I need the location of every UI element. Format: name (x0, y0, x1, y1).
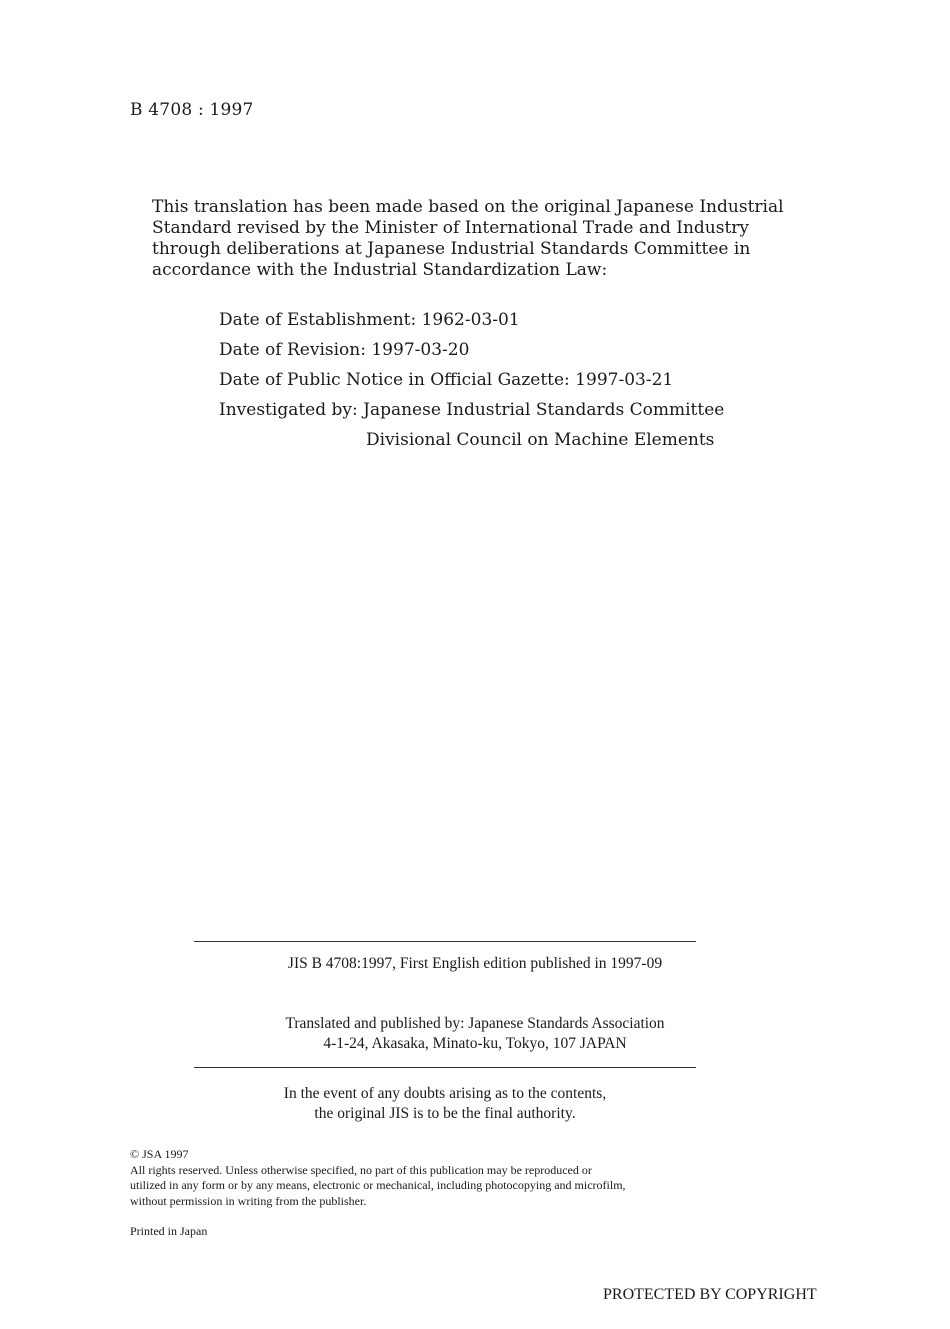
notice-line: accordance with the Industrial Standardization Law: (152, 260, 608, 280)
authority-line: In the event of any doubts arising as to the contents, (283, 1085, 607, 1102)
investigated-by-continued: Divisional Council on Machine Elements (366, 430, 715, 450)
printed-in: Printed in Japan (130, 1224, 208, 1238)
rights-statement: without permission in writing from the publisher. (130, 1193, 367, 1208)
notice-line: through deliberations at Japanese Industrial Standards Committee in (152, 239, 751, 259)
notice-line: Standard revised by the Minister of International Trade and Industry (152, 218, 750, 238)
publisher-info (0, 1014, 950, 1054)
divider-top (194, 941, 696, 942)
date-of-public-notice: Date of Public Notice in Official Gazette: 1997-03-21 (219, 370, 674, 390)
edition-statement: JIS B 4708:1997, First English edition published in 1997-09 (287, 955, 663, 972)
investigated-by: Investigated by: Japanese Industrial Standards Committee (219, 400, 725, 420)
copyright-block (130, 1147, 626, 1209)
document-code: B 4708 : 1997 (130, 100, 254, 120)
rights-statement: All rights reserved. Unless otherwise specified, no part of this publication may be reproduced or (130, 1162, 592, 1177)
copyright-watermark: PROTECTED BY COPYRIGHT (603, 1286, 817, 1303)
rights-statement: utilized in any form or by any means, electronic or mechanical, including photocopying and microfilm, (130, 1178, 626, 1192)
copyright-owner: © JSA 1997 (130, 1147, 189, 1161)
date-of-revision: Date of Revision: 1997-03-20 (219, 340, 470, 360)
authority-note (0, 1084, 890, 1124)
date-of-establishment: Date of Establishment: 1962-03-01 (219, 310, 520, 330)
standard-dates (219, 309, 724, 459)
divider-middle (194, 1067, 696, 1068)
publisher-address: 4-1-24, Akasaka, Minato-ku, Tokyo, 107 JAPAN (323, 1035, 627, 1052)
authority-line: the original JIS is to be the final authority. (314, 1105, 576, 1122)
publisher-name: Translated and published by: Japanese Standards Association (285, 1015, 665, 1032)
translation-notice (152, 197, 792, 281)
notice-line: This translation has been made based on the original Japanese Industrial (152, 197, 784, 217)
